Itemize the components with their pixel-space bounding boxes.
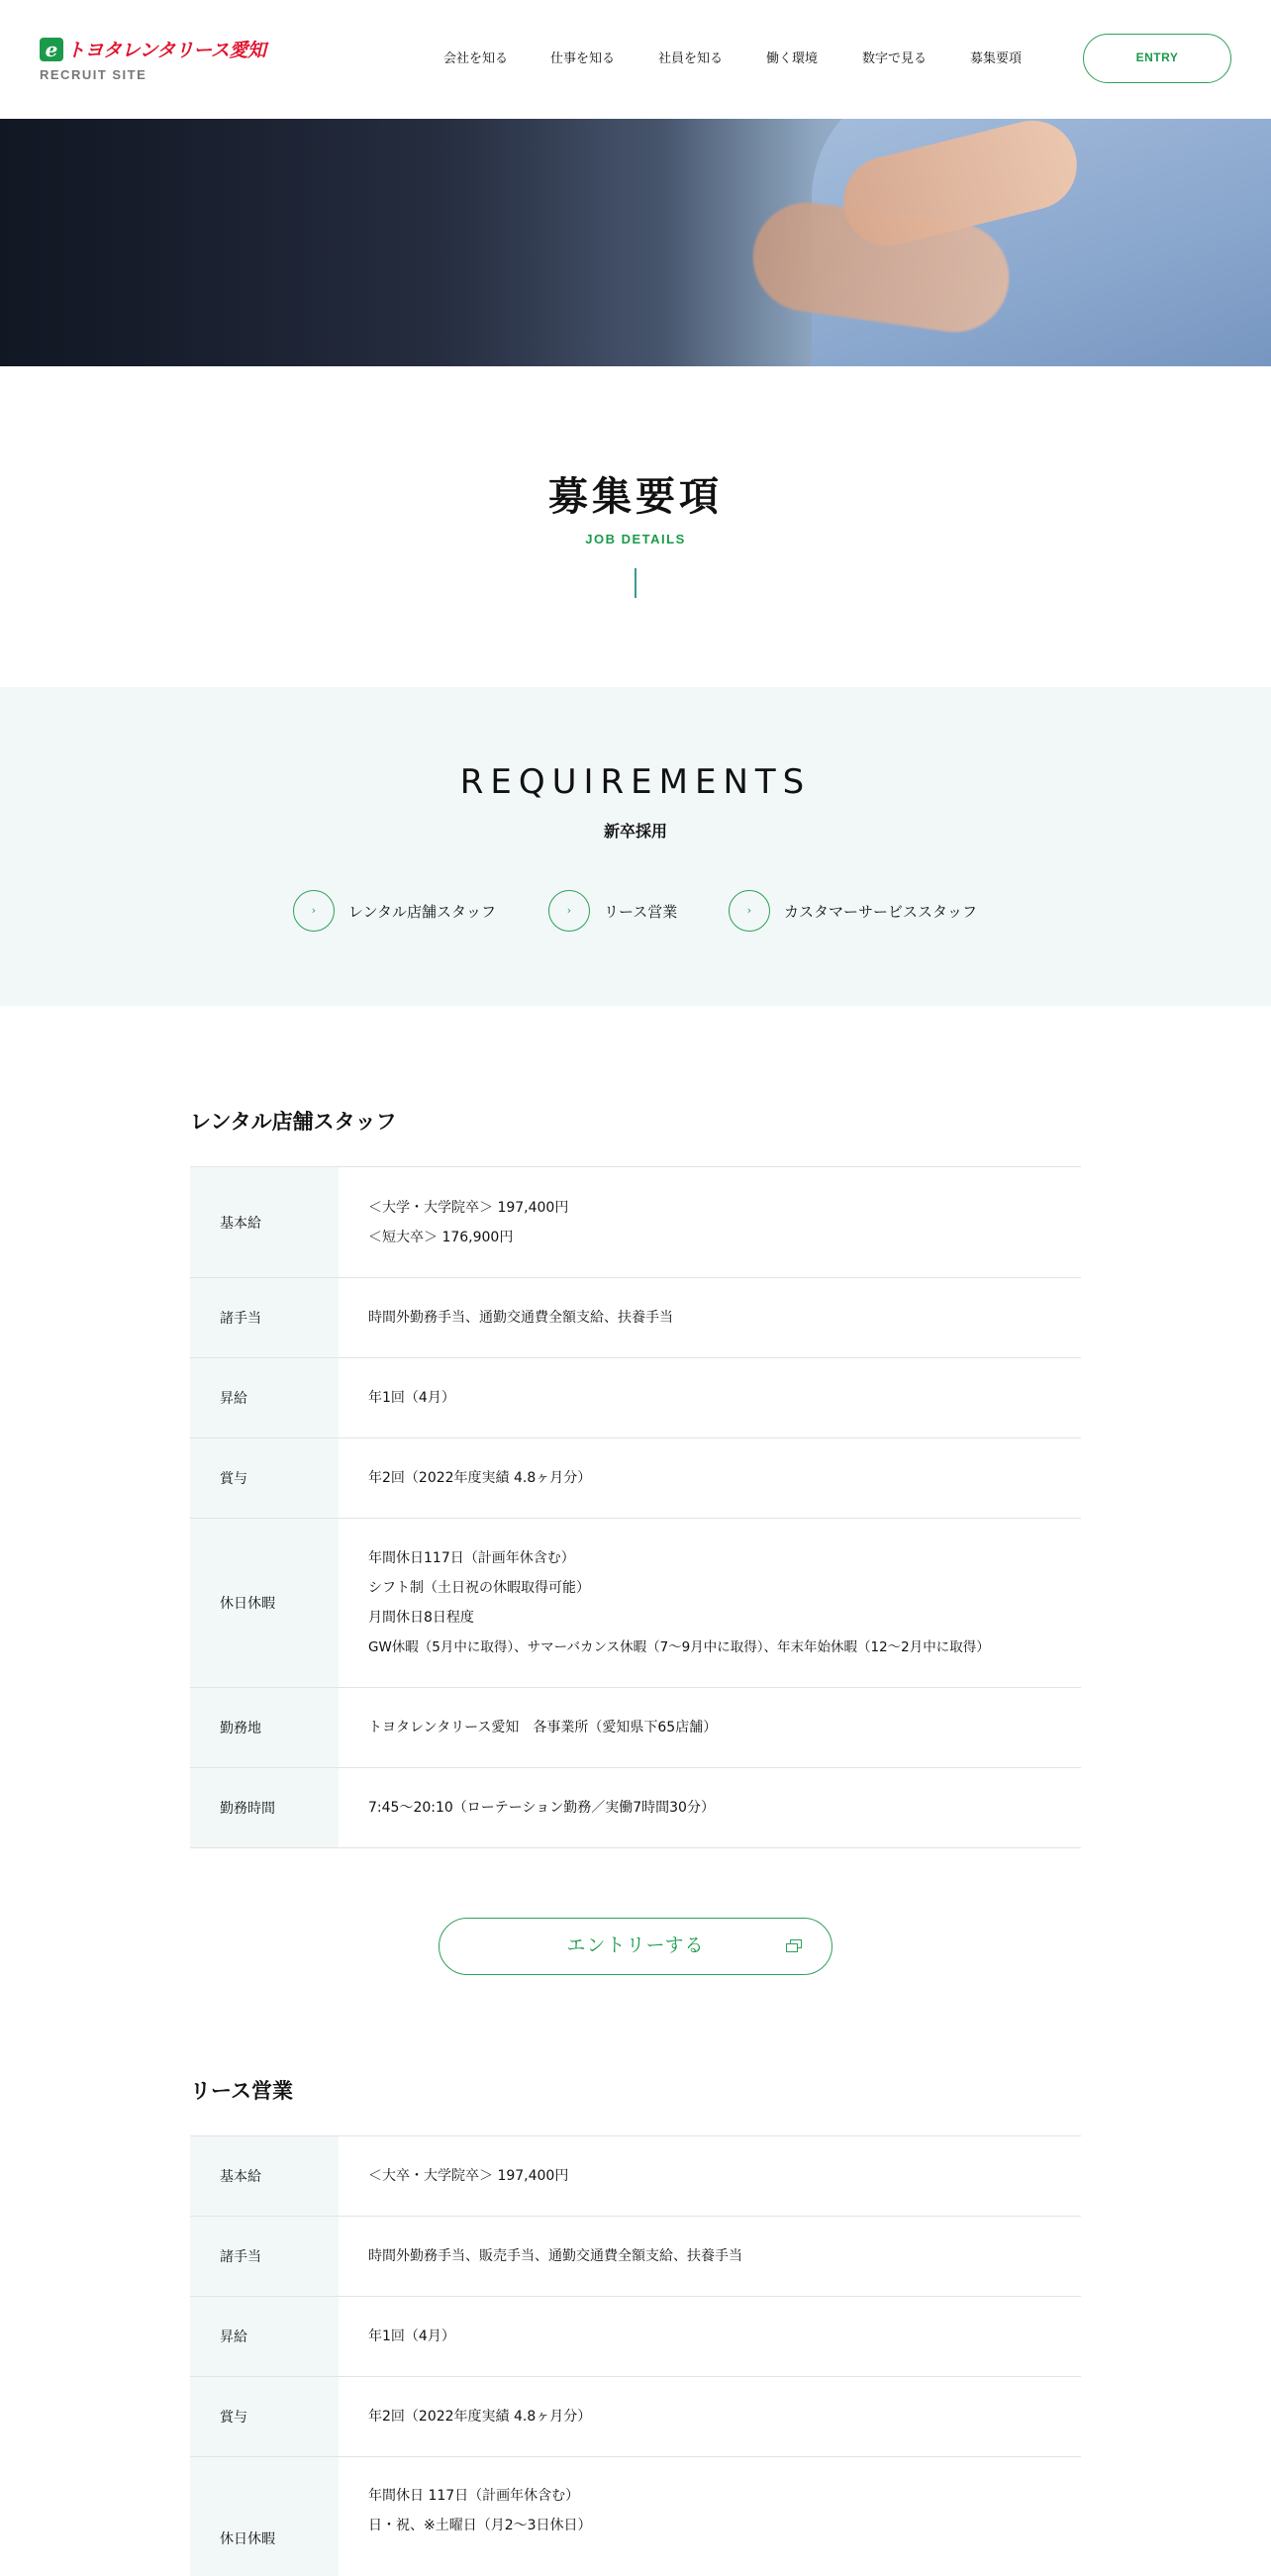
nav-item-environment[interactable]: 働く環境 bbox=[766, 51, 819, 66]
anchor-label: カスタマーサービススタッフ bbox=[784, 903, 978, 921]
requirements-table-rental-staff bbox=[190, 1166, 1081, 1848]
anchor-label: レンタル店舗スタッフ bbox=[348, 903, 497, 921]
row-label: 基本給 bbox=[220, 2169, 261, 2185]
page-subtitle: JOB DETAILS bbox=[585, 532, 686, 546]
nav-item-numbers[interactable]: 数字で見る bbox=[862, 51, 928, 66]
row-value: 年間休日 117日（計画年休含む） bbox=[368, 2488, 580, 2504]
row-value: ＜大学・大学院卒＞ 197,400円 bbox=[368, 1199, 569, 1216]
external-window-icon bbox=[786, 1939, 802, 1952]
row-value: ＜大卒・大学院卒＞ 197,400円 bbox=[368, 2168, 569, 2184]
table-row bbox=[190, 1688, 1081, 1768]
table-row bbox=[190, 2217, 1081, 2297]
global-nav bbox=[0, 48, 1271, 71]
title-divider bbox=[635, 568, 636, 598]
row-value: 7:45〜20:10（ローテーション勤務／実働7時間30分） bbox=[368, 1800, 715, 1816]
nav-item-requirements[interactable]: 募集要項 bbox=[970, 51, 1023, 66]
entry-button-label: エントリーする bbox=[566, 1934, 705, 1956]
row-value: 時間外勤務手当、通勤交通費全額支給、扶養手当 bbox=[368, 1310, 673, 1326]
row-value: 月間休日8日程度 bbox=[368, 1610, 474, 1626]
row-value: 年1回（4月） bbox=[368, 2328, 455, 2344]
entry-button-rental-staff[interactable] bbox=[439, 1918, 832, 1975]
row-label: 休日休暇 bbox=[220, 2531, 275, 2547]
requirements-subtitle: 新卒採用 bbox=[603, 822, 667, 841]
requirements-table-lease-sales bbox=[190, 2135, 1081, 2576]
section-title-rental-staff: レンタル店舗スタッフ bbox=[190, 1110, 397, 1134]
row-label: 諸手当 bbox=[220, 2249, 261, 2265]
row-value: シフト制（土日祝の休暇取得可能） bbox=[368, 1580, 590, 1596]
requirements-title: REQUIREMENTS bbox=[459, 762, 812, 802]
table-row bbox=[190, 1438, 1081, 1519]
requirements-band bbox=[0, 687, 1271, 1006]
row-value: 年2回（2022年度実績 4.8ヶ月分） bbox=[368, 1470, 592, 1486]
chevron-right-icon: › bbox=[729, 890, 770, 932]
entry-button[interactable]: ENTRY bbox=[1083, 34, 1231, 83]
row-label: 賞与 bbox=[220, 1471, 247, 1487]
table-row bbox=[190, 1768, 1081, 1848]
row-label: 勤務時間 bbox=[220, 1801, 275, 1817]
hero-image bbox=[0, 119, 1271, 366]
table-row bbox=[190, 1519, 1081, 1688]
hero-shadow bbox=[0, 119, 614, 366]
row-label: 昇給 bbox=[220, 1391, 247, 1407]
table-row bbox=[190, 2297, 1081, 2377]
row-value: ＜短大卒＞ 176,900円 bbox=[368, 1229, 514, 1245]
row-label: 基本給 bbox=[220, 1215, 261, 1232]
row-value: 年間休日117日（計画年休含む） bbox=[368, 1550, 575, 1566]
table-row bbox=[190, 2377, 1081, 2457]
row-value: トヨタレンタリース愛知 各事業所（愛知県下65店舗） bbox=[368, 1720, 718, 1735]
anchor-label: リース営業 bbox=[604, 903, 678, 921]
logo-subtitle: RECRUIT SITE bbox=[40, 67, 147, 82]
nav-item-people[interactable]: 社員を知る bbox=[658, 51, 724, 66]
row-value: 日・祝、※土曜日（月2〜3日休日） bbox=[368, 2518, 592, 2533]
row-value: 年1回（4月） bbox=[368, 1390, 455, 1406]
row-label: 賞与 bbox=[220, 2410, 247, 2426]
logo-text: トヨタレンタリース愛知 bbox=[66, 40, 266, 61]
table-row bbox=[190, 1278, 1081, 1358]
table-row bbox=[190, 2136, 1081, 2217]
row-value: 年2回（2022年度実績 4.8ヶ月分） bbox=[368, 2409, 592, 2425]
chevron-right-icon: › bbox=[293, 890, 335, 932]
nav-item-work[interactable]: 仕事を知る bbox=[550, 51, 616, 66]
nav-item-company[interactable]: 会社を知る bbox=[443, 51, 509, 66]
row-value: GW休暇（5月中に取得）、サマーバカンス休暇（7〜9月中に取得）、年末年始休暇（12〜2月中に取得） bbox=[368, 1639, 990, 1655]
row-value: 時間外勤務手当、販売手当、通勤交通費全額支給、扶養手当 bbox=[368, 2248, 742, 2264]
page-title: 募集要項 bbox=[548, 474, 723, 520]
row-label: 勤務地 bbox=[220, 1721, 261, 1736]
row-label: 諸手当 bbox=[220, 1311, 261, 1327]
table-row bbox=[190, 1358, 1081, 1438]
site-header bbox=[0, 0, 1271, 119]
table-row bbox=[190, 1167, 1081, 1278]
section-title-lease-sales: リース営業 bbox=[190, 2079, 293, 2103]
row-label: 昇給 bbox=[220, 2329, 247, 2345]
table-row bbox=[190, 2457, 1081, 2576]
logo-mark-icon: e bbox=[40, 38, 63, 61]
row-label: 休日休暇 bbox=[220, 1596, 275, 1612]
chevron-right-icon: › bbox=[548, 890, 590, 932]
